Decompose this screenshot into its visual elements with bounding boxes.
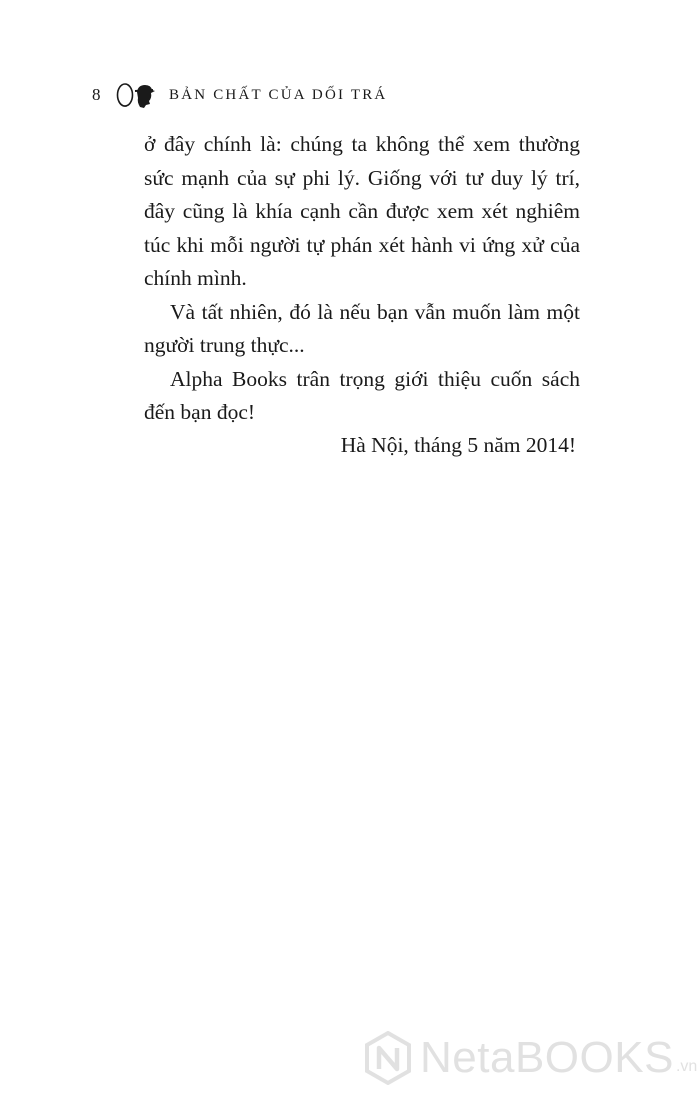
two-silhouettes-icon — [113, 80, 157, 110]
body-line: Alpha Books trân trọng giới thiệu cuốn sách — [170, 366, 580, 391]
body-line: đây cũng là khía cạnh cần được xem xét nghiêm — [144, 199, 580, 223]
body-text — [144, 128, 580, 430]
running-header — [92, 80, 387, 110]
watermark — [364, 1030, 697, 1086]
watermark-suffix: .vn — [675, 1058, 698, 1075]
body-line: chính mình. — [144, 266, 247, 290]
netabooks-hexagon-logo-icon — [364, 1031, 412, 1085]
date-signature: Hà Nội, tháng 5 năm 2014! — [340, 433, 576, 457]
body-line: ở đây chính là: chúng ta không thể xem thường — [144, 132, 580, 156]
running-title: BẢN CHẤT CỦA DỐI TRÁ — [169, 86, 388, 103]
watermark-brand: NetaBOOKS — [420, 1033, 674, 1082]
body-line: túc khi mỗi người tự phán xét hành vi ứng xử của — [144, 232, 580, 257]
body-line: sức mạnh của sự phi lý. Giống với tư duy lý trí, — [144, 165, 580, 190]
page-number: 8 — [92, 85, 101, 104]
body-line: Và tất nhiên, đó là nếu bạn vẫn muốn làm một — [170, 299, 580, 324]
body-line: đến bạn đọc! — [144, 400, 256, 424]
body-line: người trung thực... — [144, 333, 305, 357]
